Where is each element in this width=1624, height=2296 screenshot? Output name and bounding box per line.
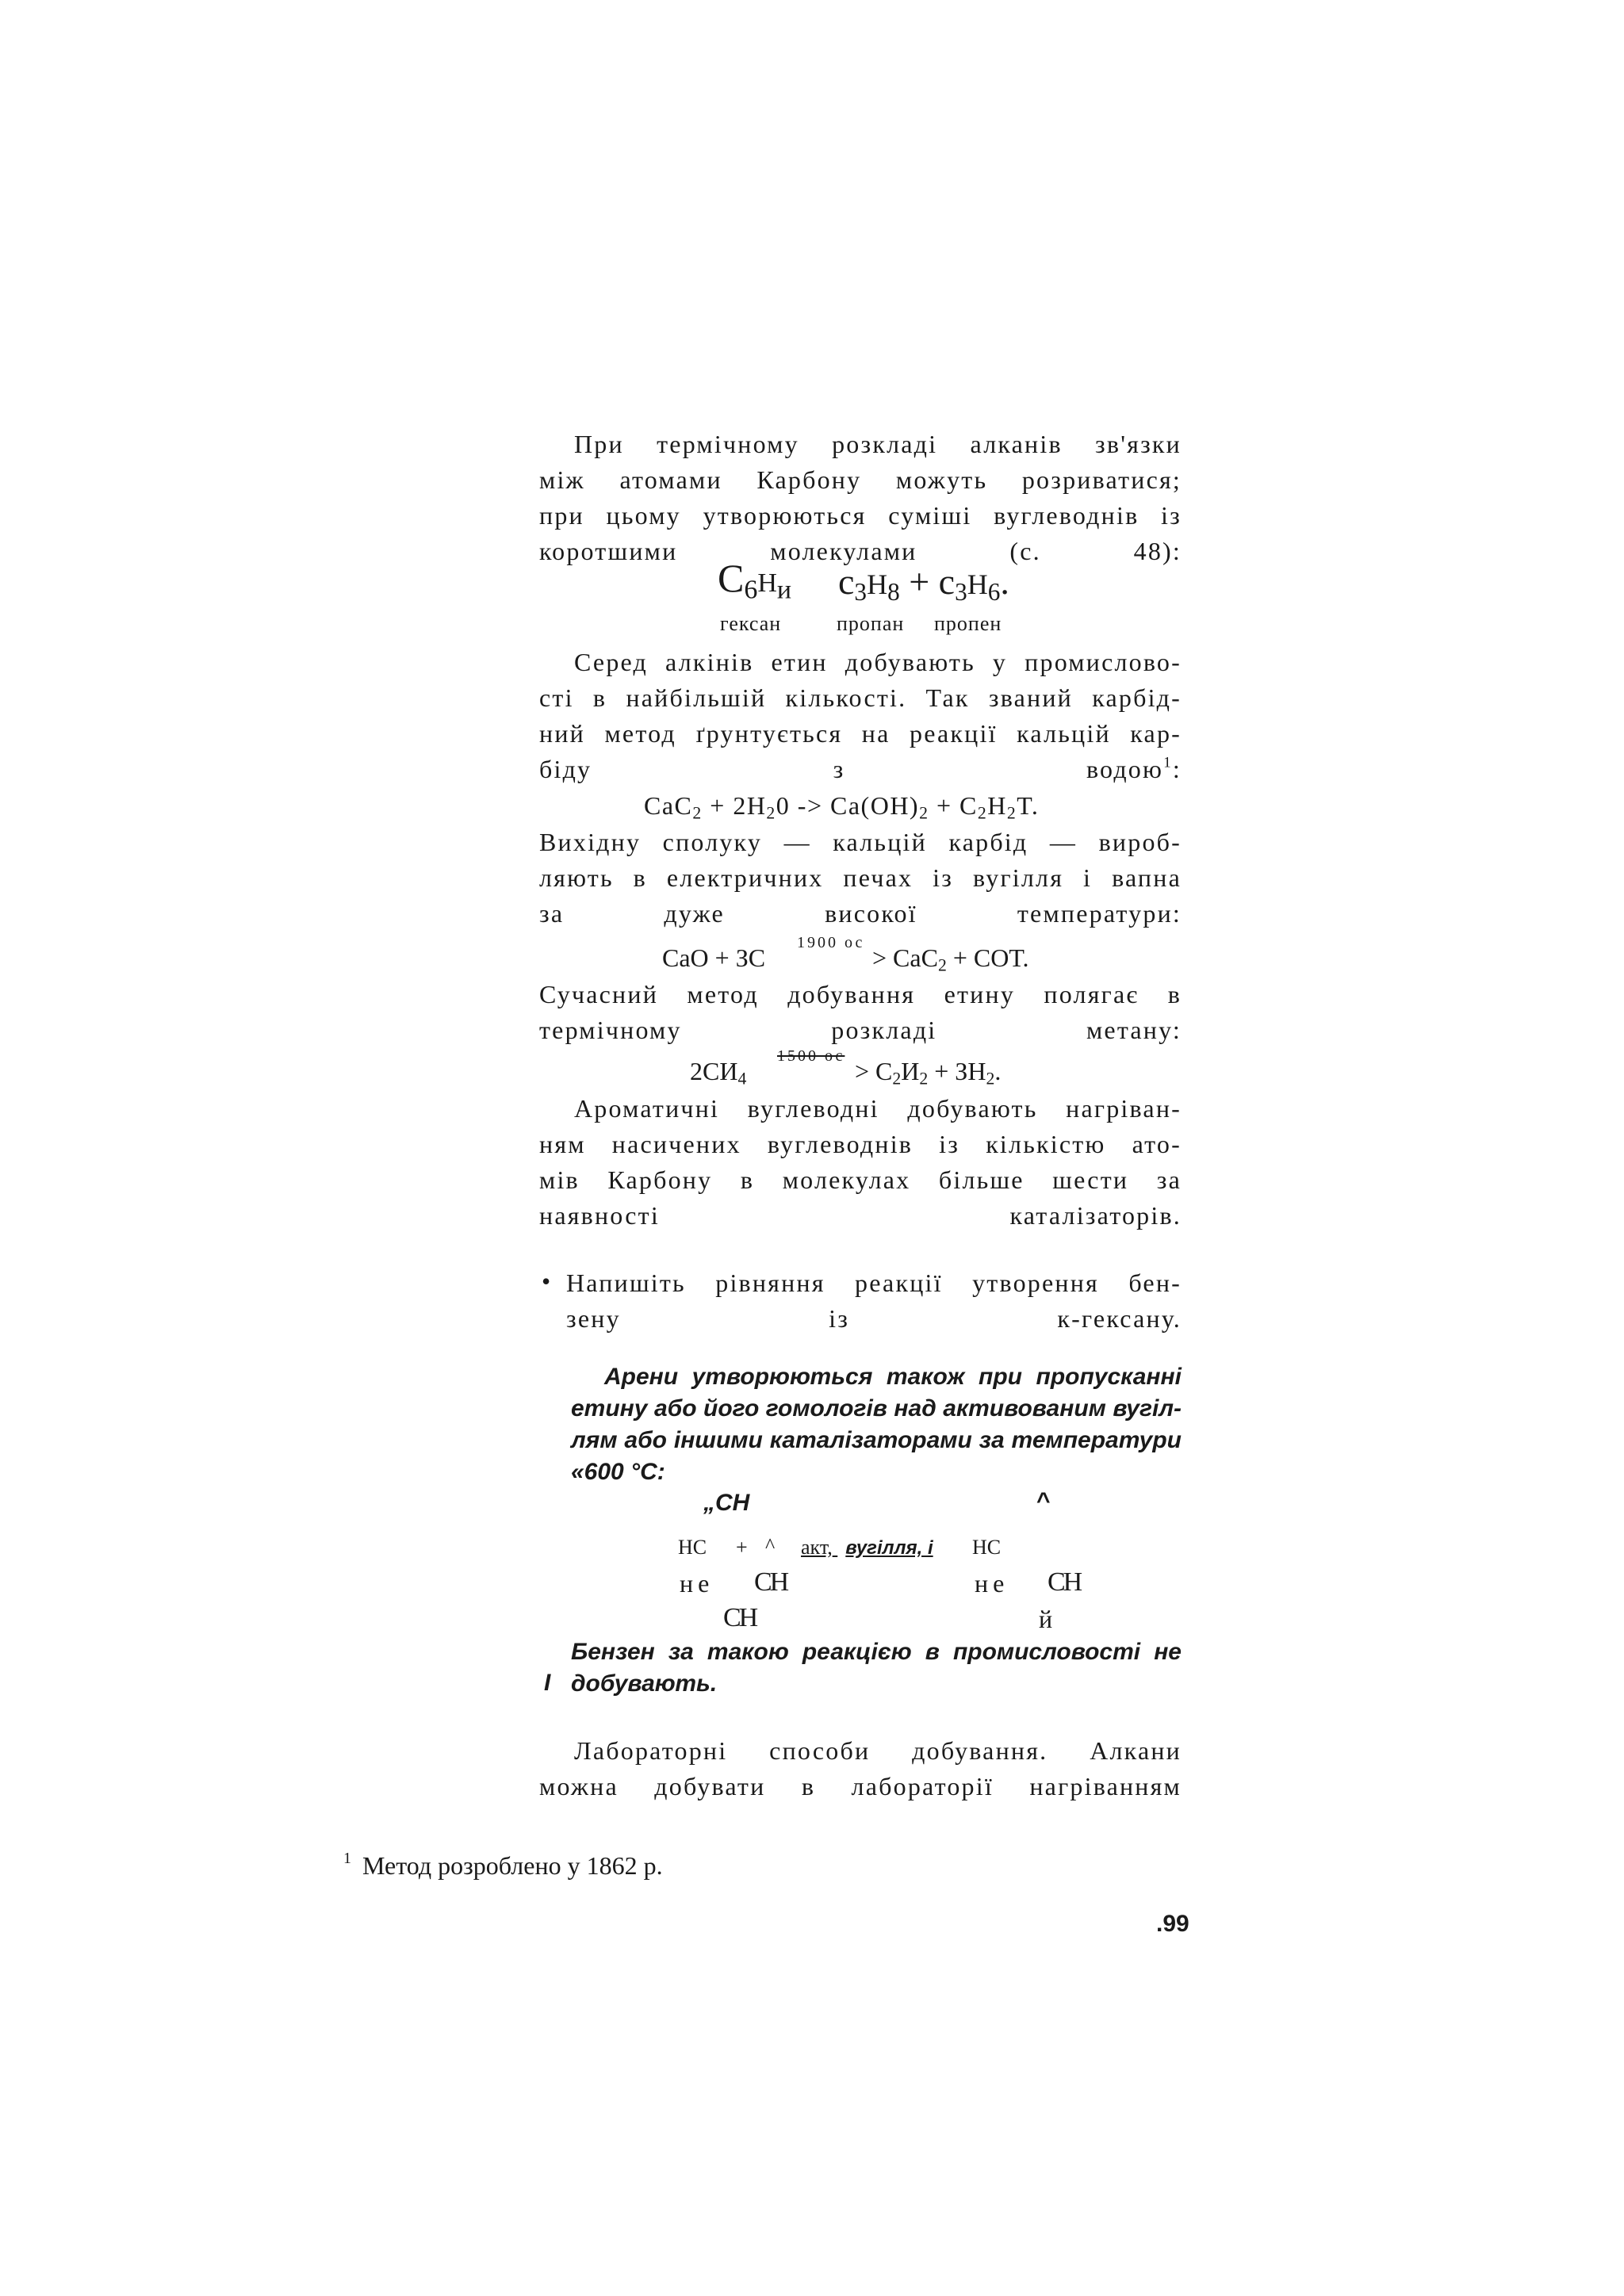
equation-cracking — [718, 555, 792, 605]
task-line: зену із к-гексану. — [566, 1304, 1182, 1333]
aromatic-line: ням насичених вуглеводнів із кількістю ато- — [539, 1130, 1182, 1158]
carbide-paragraph — [539, 645, 1182, 787]
scheme-arrow-label: акт, вугілля, і — [801, 1536, 933, 1559]
task-bullet: • — [542, 1267, 551, 1295]
intro-line: При термічному розкладі алканів зв'язки — [574, 430, 1182, 458]
scheme-plus: + — [736, 1536, 748, 1559]
carbide-line: біду з водою$^1$: — [539, 754, 1182, 783]
carbide-line: сті в найбільшій кількості. Так званий карбід- — [539, 683, 1182, 712]
scheme-ch-right: CH — [1048, 1567, 1081, 1597]
scheme-ch-bottom: CH — [723, 1603, 756, 1632]
aromatic-line: Ароматичні вуглеводні добувають нагріван- — [574, 1094, 1182, 1123]
arenes-note — [571, 1361, 1182, 1488]
scheme-caret: ^ — [765, 1534, 776, 1557]
intro-line: коротшими молекулами (с. 48): — [539, 537, 1182, 565]
benzene-note — [571, 1636, 1182, 1700]
task-paragraph — [566, 1265, 1182, 1337]
note-line: лям або іншими каталізаторами за температури — [571, 1427, 1182, 1453]
lab-line: Лабораторні способи добування. Алкани — [574, 1736, 1182, 1765]
margin-mark: I — [544, 1670, 551, 1696]
label-hexane: гексан — [720, 612, 782, 635]
note2-line: Бензен за такою реакцією в промисловості не — [571, 1639, 1182, 1665]
plus-sign: + — [909, 561, 930, 602]
modern-paragraph — [539, 977, 1182, 1048]
note-line: «600 °C: — [571, 1459, 665, 1485]
equation-lime: CaO + ЗС — [662, 943, 766, 972]
hexane-formula: $C_6H_и$ — [718, 556, 792, 605]
carbide-source-paragraph — [539, 825, 1182, 932]
note2-line: добувають. — [571, 1670, 718, 1697]
lab-paragraph — [539, 1733, 1182, 1804]
propane-formula: $c_3H_8$ — [838, 561, 900, 606]
scheme-top-caret: ^ — [1036, 1488, 1051, 1514]
footnote-mark: 1 — [343, 1850, 351, 1867]
equation-methane-right: > $C_2И_2 + ЗН_2$. — [855, 1057, 1002, 1089]
note-line: Арени утворюються також при пропусканні — [604, 1364, 1182, 1390]
condition-1900: 1900 ос — [797, 934, 865, 951]
scheme-hc-left: HC — [678, 1536, 707, 1559]
modern-line: Сучасний метод добування етину полягає в — [539, 980, 1182, 1008]
condition-1500: 1500 ос — [777, 1047, 845, 1065]
scheme-hc-right: HC — [972, 1536, 1002, 1559]
lab-line: можна добувати в лабораторії нагріванням — [539, 1772, 1182, 1800]
carbide-source-line: Вихідну сполуку — кальцій карбід — вироб- — [539, 828, 1182, 856]
equation-products — [838, 561, 1009, 606]
carbide-line: ний метод ґрунтується на реакції кальцій кар- — [539, 719, 1182, 748]
footnote — [343, 1851, 663, 1881]
scheme-ne-left: не — [680, 1569, 714, 1598]
equation-carbide-water: $CaC_2 + 2H_20 -> Ca(OH)_2 + C_2H_2T$. — [644, 791, 1040, 823]
note-line: етину або його гомологів над активованим вугіл- — [571, 1395, 1182, 1422]
task-line: Напишіть рівняння реакції утворення бен- — [566, 1269, 1182, 1297]
carbide-line: Серед алкінів етин добувають у промислово- — [574, 648, 1182, 676]
equation-lime-right: > CaC$_2$ + COT. — [872, 943, 1029, 975]
aromatic-line: наявності каталізаторів. — [539, 1201, 1182, 1230]
intro-paragraph — [539, 427, 1182, 569]
scheme-ne-right: не — [975, 1569, 1009, 1598]
footnote-reference: 1 — [1163, 754, 1173, 771]
carbide-source-line: ляють в електричних печах із вугілля і вапна — [539, 863, 1182, 892]
scheme-ch-left: CH — [754, 1567, 787, 1597]
equation-methane-left: $2СИ_4$ — [690, 1057, 747, 1089]
label-propane: пропан — [837, 612, 905, 635]
footnote-text: Метод розроблено у 1862 р. — [362, 1851, 663, 1880]
carbide-source-line: за дуже високої температури: — [539, 899, 1182, 928]
reaction-arrow: > — [855, 1057, 870, 1085]
propene-formula: $c_3H_6$. — [938, 561, 1009, 606]
aromatic-paragraph — [539, 1091, 1182, 1234]
page-number: .99 — [1156, 1911, 1189, 1937]
label-propene: пропен — [934, 612, 1002, 635]
intro-line: між атомами Карбону можуть розриватися; — [539, 465, 1182, 494]
scheme-yi-bottom: й — [1039, 1605, 1053, 1633]
aromatic-line: мів Карбону в молекулах більше шести за — [539, 1165, 1182, 1194]
intro-line: при цьому утворюються суміші вуглеводнів із — [539, 501, 1182, 530]
scheme-top-ch: „CH — [703, 1490, 750, 1516]
modern-line: термічному розкладі метану: — [539, 1016, 1182, 1044]
